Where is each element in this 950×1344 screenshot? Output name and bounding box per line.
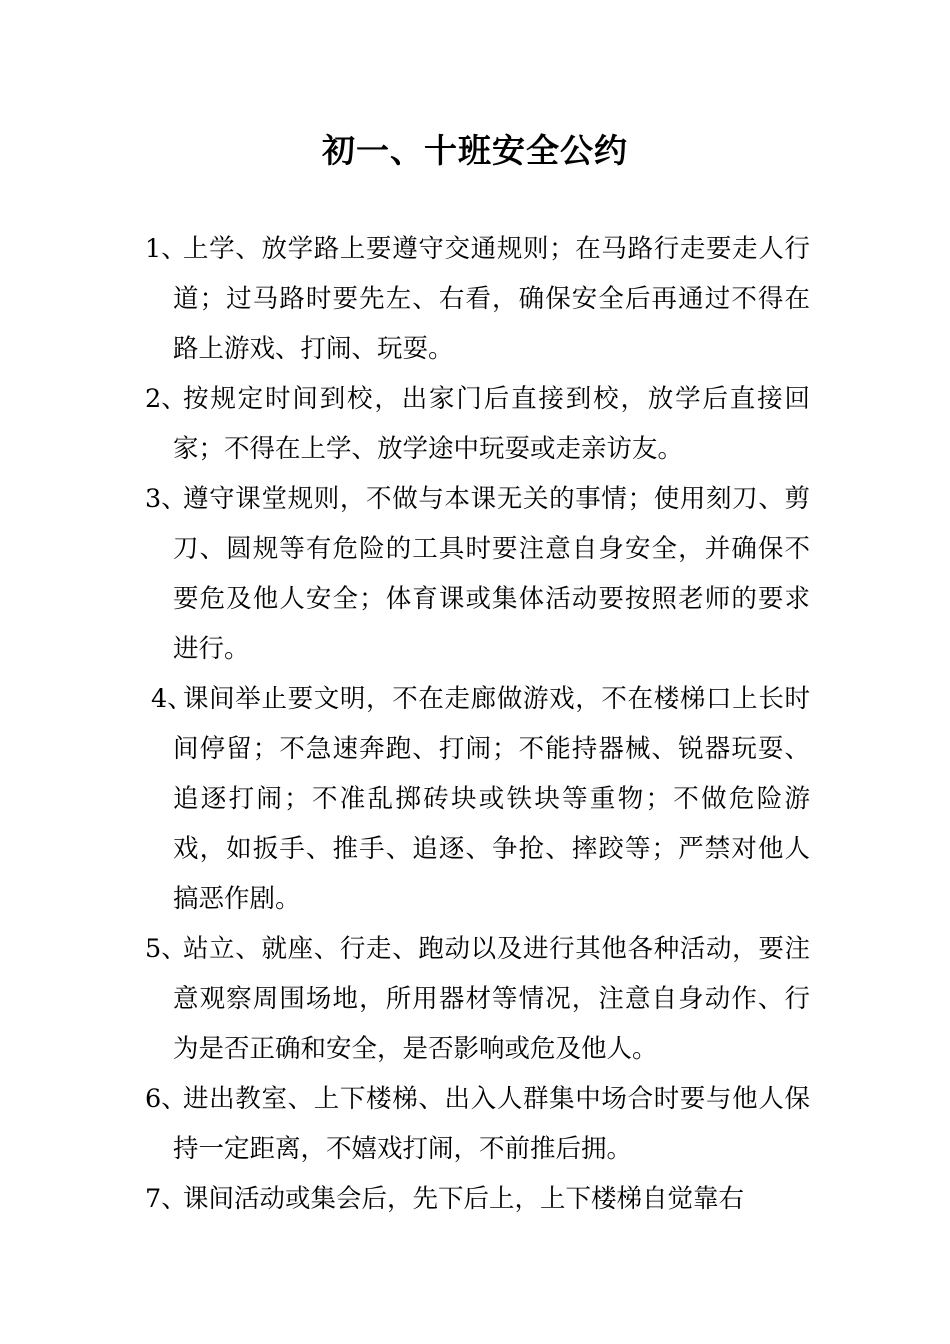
item-number: 1、	[145, 234, 187, 264]
item-text: 按规定时间到校，出家门后直接到校，放学后直接回家；不得在上学、放学途中玩耍或走亲访友。	[173, 384, 810, 464]
list-item	[145, 1074, 810, 1174]
list-item	[145, 474, 810, 674]
page-title: 初一、十班安全公约	[322, 131, 628, 170]
item-text: 课间活动或集会后，先下后上，上下楼梯自觉靠右	[183, 1184, 745, 1214]
list-item	[145, 924, 810, 1074]
item-number: 2、	[145, 384, 187, 414]
item-text: 遵守课堂规则，不做与本课无关的事情；使用刻刀、剪刀、圆规等有危险的工具时要注意自身安全，并确保不要危及他人安全；体育课或集体活动要按照老师的要求进行。	[173, 484, 810, 664]
item-text: 课间举止要文明，不在走廊做游戏，不在楼梯口上长时间停留；不急速奔跑、打闹；不能持器械、锐器玩耍、追逐打闹；不准乱掷砖块或铁块等重物；不做危险游戏，如扳手、推手、追逐、争抢、摔跤等；严禁对他人搞恶作剧。	[173, 684, 810, 914]
item-number: 3、	[145, 484, 187, 514]
item-number: 7、	[145, 1184, 187, 1214]
item-number: 6、	[145, 1084, 187, 1114]
item-text: 上学、放学路上要遵守交通规则；在马路行走要走人行道；过马路时要先左、右看，确保安全后再通过不得在路上游戏、打闹、玩耍。	[173, 234, 810, 364]
item-text: 进出教室、上下楼梯、出入人群集中场合时要与他人保持一定距离，不嬉戏打闹，不前推后拥。	[173, 1084, 810, 1164]
item-number: 5、	[145, 934, 187, 964]
list-item	[145, 674, 810, 924]
list-item	[145, 224, 810, 374]
item-number: 4、	[151, 684, 193, 714]
list-item	[145, 374, 810, 474]
rules-list	[145, 224, 810, 1224]
item-text: 站立、就座、行走、跑动以及进行其他各种活动，要注意观察周围场地，所用器材等情况，注意自身动作、行为是否正确和安全，是否影响或危及他人。	[173, 934, 810, 1064]
list-item	[145, 1174, 810, 1224]
